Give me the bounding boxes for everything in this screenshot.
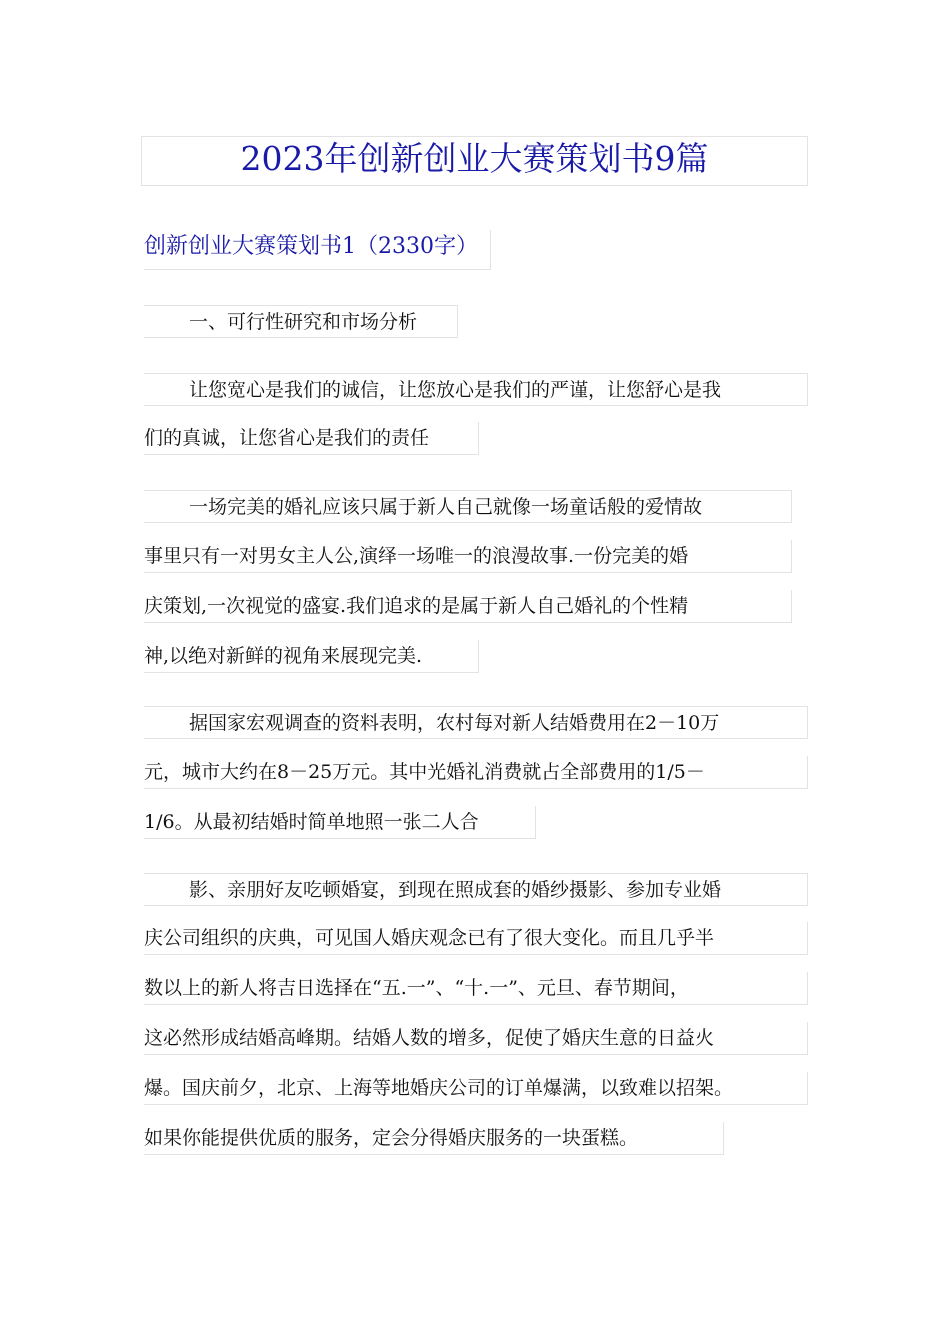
paragraph-line: 爆。国庆前夕，北京、上海等地婚庆公司的订单爆满，以致难以招架。 xyxy=(144,1072,808,1105)
paragraph-line: 据国家宏观调查的资料表明，农村每对新人结婚费用在2－10万 xyxy=(144,706,808,739)
document-title: 2023年创新创业大赛策划书9篇 xyxy=(141,136,808,186)
paragraph-line: 们的真诚，让您省心是我们的责任 xyxy=(144,422,479,455)
section-title: 创新创业大赛策划书1（2330字） xyxy=(144,230,491,270)
paragraph-line: 庆策划,一次视觉的盛宴.我们追求的是属于新人自己婚礼的个性精 xyxy=(144,590,792,623)
paragraph-line: 神,以绝对新鲜的视角来展现完美. xyxy=(144,640,479,673)
paragraph-line: 1/6。从最初结婚时简单地照一张二人合 xyxy=(144,806,536,839)
paragraph-line: 影、亲朋好友吃顿婚宴，到现在照成套的婚纱摄影、参加专业婚 xyxy=(144,873,808,906)
paragraph-line: 这必然形成结婚高峰期。结婚人数的增多，促使了婚庆生意的日益火 xyxy=(144,1022,808,1055)
paragraph-line: 一场完美的婚礼应该只属于新人自己就像一场童话般的爱情故 xyxy=(144,490,792,523)
paragraph-line: 事里只有一对男女主人公,演绎一场唯一的浪漫故事.一份完美的婚 xyxy=(144,540,792,573)
paragraph-line: 如果你能提供优质的服务，定会分得婚庆服务的一块蛋糕。 xyxy=(144,1122,724,1155)
paragraph-line: 庆公司组织的庆典，可见国人婚庆观念已有了很大变化。而且几乎半 xyxy=(144,922,808,955)
paragraph-line: 让您宽心是我们的诚信，让您放心是我们的严谨，让您舒心是我 xyxy=(144,373,808,406)
subheading-feasibility: 一、可行性研究和市场分析 xyxy=(144,305,458,338)
paragraph-line: 数以上的新人将吉日选择在“五.一”、“十.一”、元旦、春节期间， xyxy=(144,972,808,1005)
paragraph-line: 元，城市大约在8－25万元。其中光婚礼消费就占全部费用的1/5－ xyxy=(144,756,808,789)
